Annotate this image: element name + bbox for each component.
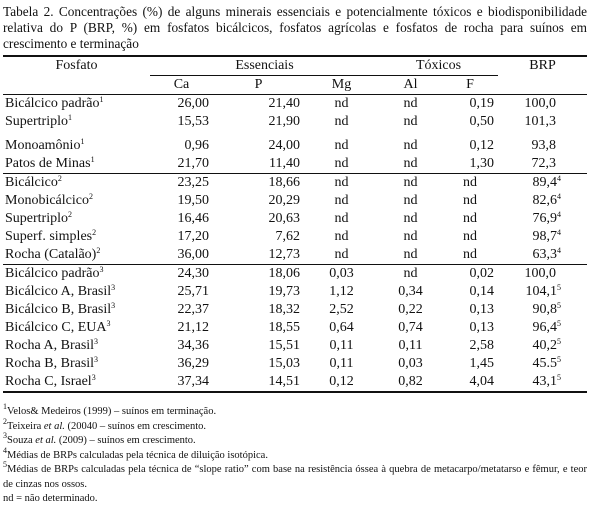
fosfato-text: Rocha A, Brasil	[5, 338, 95, 353]
cell-al: 0,03	[398, 356, 423, 371]
cell-f: nd	[463, 229, 477, 244]
cell-al: 0,74	[398, 320, 423, 335]
fosfato-superscript: 3	[111, 301, 116, 310]
cell-fosfato	[3, 373, 150, 392]
fosfato-text: Monobicálcico	[5, 193, 89, 208]
footnotes	[3, 402, 587, 507]
fosfato-superscript: 1	[90, 155, 95, 164]
fosfato-text: Patos de Minas	[5, 156, 91, 171]
brp-text: 96,4	[532, 320, 558, 335]
cell-mg: nd	[334, 193, 349, 208]
cell-f: nd	[442, 174, 498, 193]
brp-text: 101,3	[524, 114, 557, 129]
fosfato-text: Bicálcico	[5, 175, 58, 190]
fosfato-text: Rocha C, Israel	[5, 374, 92, 389]
cell-fosfato	[3, 265, 150, 284]
cell-ca: 25,71	[177, 284, 209, 299]
fosfato-text: Rocha B, Brasil	[5, 356, 95, 371]
cell-f: 0,19	[442, 95, 498, 114]
cell-ca: 36,29	[177, 356, 209, 371]
cell-f: 4,04	[442, 373, 498, 392]
cell-p: 21,40	[213, 95, 304, 114]
fosfato-text: Supertriplo	[5, 114, 68, 129]
header-mg: Mg	[304, 76, 379, 95]
brp-superscript: 4	[557, 174, 562, 183]
table-row	[3, 373, 587, 392]
cell-p: 18,32	[268, 302, 300, 317]
fosfato-text: Monoamônio	[5, 138, 81, 153]
cell-ca: 36,00	[177, 247, 209, 262]
brp-text: 104,1	[525, 284, 558, 299]
header-ca: Ca	[150, 76, 213, 95]
table-row	[3, 137, 587, 155]
footnote	[3, 445, 587, 464]
footnote-text: (2009) – suínos em crescimento.	[56, 435, 196, 446]
cell-ca: 16,46	[177, 211, 209, 226]
fosfato-superscript: 3	[106, 319, 111, 328]
cell-brp	[498, 337, 587, 355]
cell-mg: 0,12	[304, 373, 379, 392]
cell-al: nd	[403, 229, 418, 244]
cell-f: 0,14	[469, 284, 495, 299]
cell-mg: 0,03	[304, 265, 379, 284]
cell-mg: 1,12	[329, 284, 354, 299]
cell-ca: 37,34	[150, 373, 213, 392]
fosfato-superscript: 1	[80, 137, 85, 146]
table-row	[3, 319, 587, 337]
cell-al: 0,22	[398, 302, 423, 317]
brp-text: 98,7	[532, 229, 558, 244]
cell-fosfato	[3, 113, 150, 131]
fosfato-text: Bicálcico C, EUA	[5, 320, 107, 335]
header-al: Al	[379, 76, 442, 95]
cell-f: 2,58	[469, 338, 495, 353]
brp-text: 89,4	[532, 175, 558, 190]
fosfato-text: Bicálcico A, Brasil	[5, 284, 112, 299]
footnote	[3, 416, 587, 435]
cell-fosfato	[3, 246, 150, 265]
brp-superscript: 4	[557, 228, 562, 237]
header-row-groups	[3, 56, 587, 76]
table-row	[3, 113, 587, 131]
footnote-marker: 3	[3, 431, 7, 440]
footnote-text: Souza	[7, 435, 36, 446]
cell-p: 18,55	[268, 320, 300, 335]
fosfato-text: Bicálcico padrão	[5, 266, 100, 281]
footnote	[3, 402, 587, 420]
cell-mg: nd	[304, 95, 379, 114]
cell-f: 1,30	[469, 156, 495, 171]
footnote-text: Médias de BRPs calculadas pela técnica de diluição isotópica.	[7, 449, 268, 461]
cell-p: 15,51	[268, 338, 300, 353]
brp-text: 82,6	[532, 193, 558, 208]
cell-brp	[498, 95, 587, 114]
fosfato-text: Rocha (Catalão)	[5, 247, 97, 262]
table-row	[3, 174, 587, 193]
cell-brp	[498, 301, 587, 319]
minerals-table-container	[3, 55, 587, 393]
cell-p: 11,40	[269, 156, 300, 171]
brp-text: 76,9	[532, 211, 558, 226]
fosfato-text: Bicálcico padrão	[5, 96, 100, 111]
cell-p: 20,63	[268, 211, 300, 226]
cell-p: 7,62	[275, 229, 300, 244]
cell-mg: nd	[334, 247, 349, 262]
cell-p: 20,29	[268, 193, 300, 208]
cell-mg: 0,11	[329, 338, 354, 353]
cell-brp	[498, 210, 587, 228]
cell-al: nd	[379, 265, 442, 284]
cell-brp	[498, 265, 587, 284]
cell-ca: 34,36	[177, 338, 209, 353]
footnote-italic: et al.	[43, 420, 65, 432]
cell-fosfato	[3, 95, 150, 114]
table-caption: Tabela 2. Concentrações (%) de alguns minerais essenciais e potencialmente tóxicos e biodisponibilidade relativa do P (BRP, %) em fosfatos bicálcicos, fosfatos agrícolas e fosfatos de rocha para suínos em crescimento e terminação	[3, 4, 587, 51]
cell-f: 0,13	[469, 320, 495, 335]
cell-al: nd	[403, 247, 418, 262]
cell-fosfato	[3, 192, 150, 210]
fosfato-text: Supertriplo	[5, 211, 68, 226]
brp-superscript: 5	[557, 355, 562, 364]
cell-fosfato	[3, 155, 150, 174]
footnote	[3, 460, 587, 492]
cell-brp	[498, 355, 587, 373]
cell-brp	[498, 373, 587, 392]
brp-text: 100,0	[524, 96, 557, 111]
footnote-marker: 5	[3, 460, 7, 469]
header-toxicos: Tóxicos	[379, 56, 498, 76]
cell-brp	[498, 319, 587, 337]
cell-ca: 0,96	[184, 138, 209, 153]
footnote-marker: 1	[3, 402, 7, 411]
fosfato-superscript: 2	[57, 174, 62, 183]
minerals-table	[3, 55, 587, 393]
table-row	[3, 355, 587, 373]
brp-superscript: 5	[557, 337, 562, 346]
brp-text: 40,2	[532, 338, 558, 353]
fosfato-superscript: 2	[92, 228, 97, 237]
cell-p: 12,73	[268, 247, 300, 262]
header-fosfato: Fosfato	[3, 56, 150, 76]
table-row	[3, 337, 587, 355]
cell-f: nd	[463, 193, 477, 208]
brp-text: 72,3	[531, 156, 557, 171]
cell-brp	[498, 283, 587, 301]
header-blank-brp	[498, 76, 587, 95]
fosfato-superscript: 3	[99, 265, 104, 274]
cell-fosfato	[3, 319, 150, 337]
cell-mg: 2,52	[329, 302, 354, 317]
cell-al: nd	[403, 156, 418, 171]
cell-p: 18,66	[213, 174, 304, 193]
cell-fosfato	[3, 301, 150, 319]
cell-f: nd	[463, 247, 477, 262]
table-row	[3, 155, 587, 174]
footnote-text: Médias de BRPs calculadas pela técnica de “slope ratio” com base na resistência óssea à quebra de metacarpo/metatarso e fêmur, e teor de cinzas nos ossos.	[3, 464, 587, 490]
cell-ca: 21,70	[177, 156, 209, 171]
header-brp: BRP	[498, 56, 587, 76]
cell-ca: 21,12	[177, 320, 209, 335]
header-essenciais: Essenciais	[150, 56, 379, 76]
header-f: F	[442, 76, 498, 95]
cell-mg: nd	[304, 174, 379, 193]
cell-fosfato	[3, 355, 150, 373]
brp-superscript: 5	[557, 373, 562, 382]
cell-fosfato	[3, 228, 150, 246]
brp-text: 93,8	[531, 138, 557, 153]
brp-superscript: 5	[557, 283, 562, 292]
cell-brp	[498, 155, 587, 174]
cell-mg: nd	[334, 138, 349, 153]
fosfato-superscript: 2	[96, 246, 101, 255]
cell-mg: nd	[334, 229, 349, 244]
cell-brp	[498, 113, 587, 131]
footnote-text: Teixeira	[7, 420, 44, 432]
footnote-italic: et al.	[35, 435, 57, 446]
table-row	[3, 265, 587, 284]
cell-ca: 17,20	[177, 229, 209, 244]
cell-f: 0,13	[469, 302, 495, 317]
footnote-text: nd = não determinado.	[3, 493, 98, 504]
table-row	[3, 228, 587, 246]
footnote	[3, 492, 587, 507]
brp-superscript: 4	[557, 210, 562, 219]
cell-f: 0,50	[469, 114, 495, 129]
cell-mg: 0,11	[329, 356, 354, 371]
cell-al: nd	[403, 114, 418, 129]
brp-superscript: 4	[557, 192, 562, 201]
footnote	[3, 431, 587, 449]
fosfato-text: Superf. simples	[5, 229, 93, 244]
cell-ca: 23,25	[150, 174, 213, 193]
fosfato-superscript: 3	[111, 283, 116, 292]
cell-ca: 26,00	[150, 95, 213, 114]
cell-brp	[498, 137, 587, 155]
cell-al: 0,11	[398, 338, 423, 353]
cell-p: 15,03	[268, 356, 300, 371]
table-row	[3, 95, 587, 114]
cell-ca: 15,53	[177, 114, 209, 129]
cell-f: 0,02	[442, 265, 498, 284]
fosfato-superscript: 3	[94, 337, 99, 346]
cell-ca: 19,50	[177, 193, 209, 208]
table-row	[3, 301, 587, 319]
cell-al: nd	[379, 95, 442, 114]
cell-mg: nd	[334, 211, 349, 226]
footnote-text: (20040 – suínos em crescimento.	[64, 420, 207, 432]
brp-superscript: 5	[557, 319, 562, 328]
cell-f: 0,12	[469, 138, 495, 153]
header-blank	[3, 76, 150, 95]
cell-p: 18,06	[213, 265, 304, 284]
table-body	[3, 95, 587, 393]
table-row	[3, 246, 587, 265]
cell-mg: 0,64	[329, 320, 354, 335]
cell-p: 24,00	[268, 138, 300, 153]
footnote-marker: 4	[3, 445, 7, 455]
cell-fosfato	[3, 174, 150, 193]
table-row	[3, 283, 587, 301]
table-row	[3, 210, 587, 228]
cell-al: 0,82	[379, 373, 442, 392]
cell-brp	[498, 246, 587, 265]
footnote-text: Velos& Medeiros (1999) – suínos em terminação.	[7, 406, 217, 417]
fosfato-superscript: 3	[91, 373, 96, 382]
cell-fosfato	[3, 137, 150, 155]
cell-al: nd	[403, 193, 418, 208]
header-p: P	[213, 76, 304, 95]
fosfato-superscript: 1	[68, 113, 72, 122]
brp-superscript: 5	[557, 301, 562, 310]
cell-p: 21,90	[268, 114, 300, 129]
cell-al: 0,34	[398, 284, 423, 299]
header-row-elements	[3, 76, 587, 95]
cell-fosfato	[3, 210, 150, 228]
cell-brp	[498, 192, 587, 210]
cell-ca: 24,30	[150, 265, 213, 284]
brp-text: 63,3	[532, 247, 558, 262]
brp-text: 90,8	[532, 302, 558, 317]
cell-p: 19,73	[268, 284, 300, 299]
cell-fosfato	[3, 283, 150, 301]
cell-brp	[498, 228, 587, 246]
brp-text: 45.5	[532, 356, 558, 371]
cell-al: nd	[403, 138, 418, 153]
cell-f: nd	[463, 211, 477, 226]
brp-superscript: 4	[557, 246, 562, 255]
cell-fosfato	[3, 337, 150, 355]
fosfato-superscript: 2	[88, 192, 93, 201]
footnote-marker: 2	[3, 416, 7, 426]
cell-mg: nd	[334, 114, 349, 129]
fosfato-text: Bicálcico B, Brasil	[5, 302, 112, 317]
cell-al: nd	[379, 174, 442, 193]
table-row	[3, 192, 587, 210]
brp-text: 43,1	[532, 374, 558, 389]
cell-brp	[498, 174, 587, 193]
cell-p: 14,51	[213, 373, 304, 392]
cell-mg: nd	[334, 156, 349, 171]
cell-f: 1,45	[469, 356, 495, 371]
fosfato-superscript: 3	[94, 355, 99, 364]
cell-ca: 22,37	[177, 302, 209, 317]
fosfato-superscript: 2	[68, 210, 72, 219]
brp-text: 100,0	[524, 266, 557, 281]
cell-al: nd	[403, 211, 418, 226]
fosfato-superscript: 1	[99, 95, 104, 104]
